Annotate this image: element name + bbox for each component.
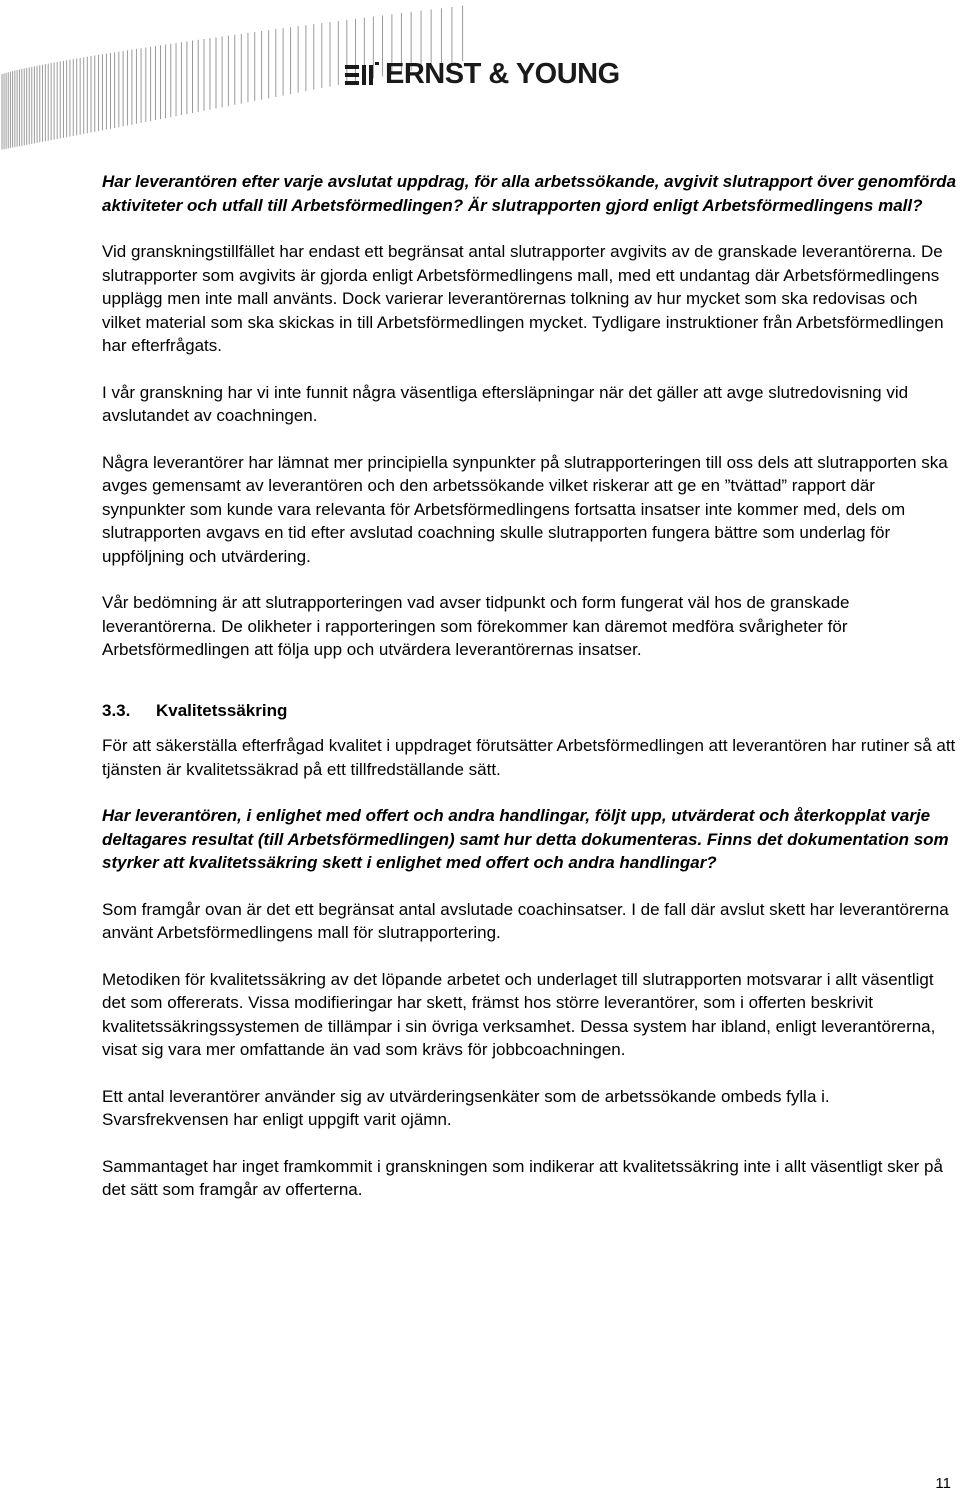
question-text: Har leverantören efter varje avslutat uppdrag, för alla arbetssökande, avgivit slutrapport över genomförda aktiviteter och utfall till Arbetsförmedlingen? Är slutrapporten gjord enligt Arbetsförmedlingens mall? bbox=[102, 172, 957, 215]
page-number: 11 bbox=[935, 1475, 951, 1492]
paragraph: Som framgår ovan är det ett begränsat antal avslutade coachinsatser. I de fall där avslut skett har leverantörerna använt Arbetsförmedlingens mall för slutrapportering. bbox=[102, 899, 949, 942]
paragraph: Några leverantörer har lämnat mer principiella synpunkter på slutrapporteringen till oss dels att slutrapporten ska avges gemensamt av leverantören och den arbetssökande vilket riskerar att ge en ”tvättad” rapport där synpunkter som kunde vara relevanta för Arbetsförmedlingens fortsatta insatser inte kommer med, dels om slutrapporten avgavs en tid efter avslutad coachning skulle slutrapporten fungera bättre som underlag för uppföljning och utvärdering. bbox=[102, 452, 948, 566]
logo-text: ERNST & YOUNG bbox=[385, 58, 620, 90]
paragraph: Sammantaget har inget framkommit i granskningen som indikerar att kvalitetssäkring inte i allt väsentligt sker på det sätt som framgår av offerterna. bbox=[102, 1156, 943, 1199]
paragraph: Ett antal leverantörer använder sig av utvärderingsenkäter som de arbetssökande ombeds fylla i. Svarsfrekvensen har enligt uppgift varit ojämn. bbox=[102, 1086, 830, 1129]
section-heading bbox=[102, 699, 960, 723]
ey-logo-icon bbox=[345, 62, 379, 88]
paragraph: För att säkerställa efterfrågad kvalitet i uppdraget förutsätter Arbetsförmedlingen att leverantören har rutiner så att tjänsten är kvalitetssäkrad på ett tillfredställande sätt. bbox=[102, 736, 956, 779]
question-text: Har leverantören, i enlighet med offert och andra handlingar, följt upp, utvärderat och återkopplat varje deltagares resultat (till Arbetsförmedlingen) samt hur detta dokumenteras. Finns det dokumentation som styrker att kvalitetssäkring skett i enlighet med offert och andra handlingar? bbox=[102, 806, 949, 872]
paragraph: Vår bedömning är att slutrapporteringen vad avser tidpunkt och form fungerat väl hos de granskade leverantörerna. De olikheter i rapporteringen som förekommer kan däremot medföra svårigheter för Arbetsförmedlingen att följa upp och utvärdera leverantörernas insatser. bbox=[102, 593, 850, 659]
paragraph: Vid granskningstillfället har endast ett begränsat antal slutrapporter avgivits av de granskade leverantörerna. De slutrapporter som avgivits är gjorda enligt Arbetsförmedlingens mall, med ett undantag där Arbetsförmedlingens upplägg men inte mall använts. Dock varierar leverantörernas tolkning av hur mycket som ska redovisas och vilket material som ska skickas in till Arbetsförmedlingen mycket. Tydligare instruktioner från Arbetsförmedlingen har efterfrågats. bbox=[102, 242, 944, 355]
section-number: 3.3. bbox=[102, 700, 131, 720]
paragraph: I vår granskning har vi inte funnit några väsentliga eftersläpningar när det gäller att avge slutredovisning vid avslutandet av coachningen. bbox=[102, 382, 909, 425]
document-body bbox=[102, 170, 960, 1202]
ernst-young-logo bbox=[345, 58, 620, 91]
paragraph: Metodiken för kvalitetssäkring av det löpande arbetet och underlaget till slutrapporten motsvarar i allt väsentligt det som offererats. Vissa modifieringar har skett, främst hos större leverantörer, som i offerten beskrivit kvalitetssäkringssystemen de tillämpar i sin övriga verksamhet. Dessa system har ibland, enligt leverantörerna, visat sig vara mer omfattande än vad som krävs för jobbcoachningen. bbox=[102, 969, 936, 1059]
section-title: Kvalitetssäkring bbox=[156, 700, 288, 720]
